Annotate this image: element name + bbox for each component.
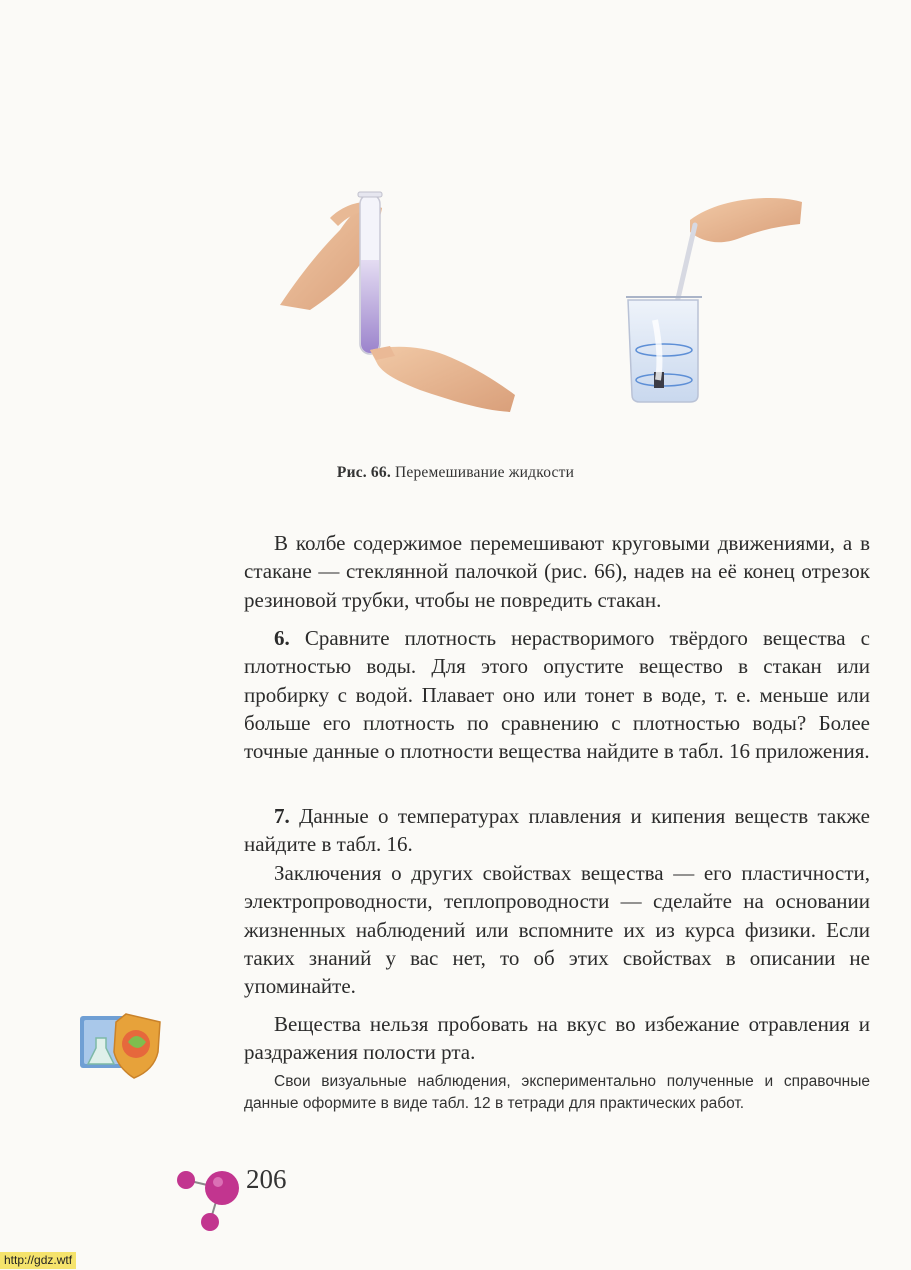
figure-caption-text: Перемешивание жидкости bbox=[390, 464, 575, 481]
figure-caption bbox=[0, 464, 911, 482]
step-7-number: 7. bbox=[274, 804, 290, 828]
safety-warning-icon bbox=[78, 1008, 164, 1080]
step-6-body: Сравните плотность нерастворимого твёрдого вещества с плотностью воды. Для этого опустите вещество в стакан или пробирку с водой. Плавает оно или тонет в воде, т. е. меньше или больше его плотность по сравнению с плотностью воды? Более точные данные о плотности вещества найдите в табл. 16 приложения. bbox=[244, 626, 870, 764]
paragraph-mixing-text: В колбе содержимое перемешивают круговыми движениями, а в стакане — стеклянной палочкой (рис. 66), надев на её конец отрезок резиновой трубки, чтобы не повредить стакан. bbox=[244, 531, 870, 612]
paragraph-note-text: Свои визуальные наблюдения, экспериментально полученные и справочные данные оформите в виде табл. 12 в тетради для практических работ. bbox=[244, 1073, 870, 1112]
paragraph-step-7-text bbox=[244, 802, 870, 859]
step-6-number: 6. bbox=[274, 626, 290, 650]
paragraph-step-6 bbox=[244, 624, 870, 765]
paragraph-step-6-text bbox=[244, 624, 870, 765]
figure-caption-label: Рис. 66. bbox=[336, 464, 391, 481]
lower-hand bbox=[370, 346, 515, 412]
page-number: 206 bbox=[246, 1164, 287, 1194]
paragraph-mixing bbox=[244, 529, 870, 614]
paragraph-safety-warning-text: Вещества нельзя пробовать на вкус во избежание отравления и раздражения полости рта. bbox=[244, 1012, 870, 1065]
paragraph-safety-warning bbox=[244, 1010, 870, 1067]
paragraph-step-7 bbox=[244, 802, 870, 859]
watermark[interactable]: http://gdz.wtf bbox=[0, 1252, 76, 1269]
step-7-body: Данные о температурах плавления и кипения веществ также найдите в табл. 16. bbox=[244, 804, 870, 857]
molecule-decoration-icon bbox=[172, 1160, 252, 1240]
beaker bbox=[626, 297, 702, 402]
figure-66-illustration bbox=[270, 180, 830, 430]
paragraph-conclusions bbox=[244, 859, 870, 1000]
paragraph-note bbox=[244, 1071, 870, 1115]
paragraph-conclusions-text: Заключения о других свойствах вещества — его пластичности, электропроводности, теплопроводности — сделайте на основании жизненных наблюдений или вспомните их из курса физики. Если таких знаний у вас нет, то об этих свойствах в описании не упоминайте. bbox=[244, 861, 870, 999]
test-tube bbox=[358, 192, 382, 354]
upper-right-hand bbox=[690, 198, 802, 242]
